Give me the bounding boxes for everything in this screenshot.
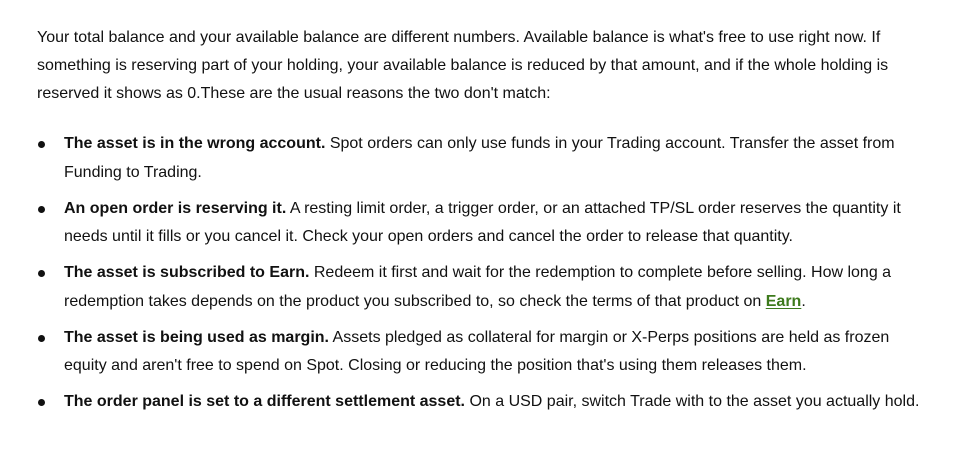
reasons-list (37, 130, 924, 417)
reason-open-order (37, 195, 924, 252)
intro-paragraph: Your total balance and your available balance are different numbers. Available balance is what's free to use right now. If something is reserving part of your holding, your available balance is reduced by that amount, and if the whole holding is reserved it shows as 0.These are the usual reasons the two don't match: (37, 29, 889, 102)
reason-title: The asset is subscribed to Earn. (64, 264, 310, 281)
bullet-icon (38, 206, 45, 213)
bullet-icon (38, 270, 45, 277)
reason-title: The order panel is set to a different settlement asset. (64, 393, 465, 410)
earn-link[interactable]: Earn (765, 292, 802, 310)
reason-text: On a USD pair, switch Trade with to the asset you actually hold. (465, 393, 920, 410)
bullet-icon (38, 335, 45, 342)
reason-text: A resting limit order, a trigger order, or an attached TP/SL order reserves the quantity it needs until it fills or you cancel it. Check your open orders and cancel the order to release that quantity. (64, 199, 901, 245)
bullet-icon (38, 141, 45, 148)
reason-title: The asset is in the wrong account. (64, 135, 326, 152)
reason-title: An open order is reserving it. (64, 199, 287, 217)
reason-title: The asset is being used as margin. (64, 328, 329, 346)
reason-earn (37, 259, 924, 316)
reason-text-end: . (801, 292, 806, 310)
reason-text: Redeem it first and wait for the redemption to complete before selling. How long a redemption takes depends on the product you subscribed to, so check the terms of that product on (64, 264, 892, 310)
reason-text: Spot orders can only use funds in your Trading account. Transfer the asset from Funding to Trading. (64, 135, 895, 181)
bullet-icon (38, 399, 45, 406)
reason-text: Assets pledged as collateral for margin or X-Perps positions are held as frozen equity and aren't free to spend on Spot. Closing or reducing the position that's using them releases them. (64, 328, 890, 374)
reason-margin (37, 324, 924, 381)
reason-wrong-account (37, 130, 924, 187)
reason-settlement-asset (37, 388, 924, 417)
